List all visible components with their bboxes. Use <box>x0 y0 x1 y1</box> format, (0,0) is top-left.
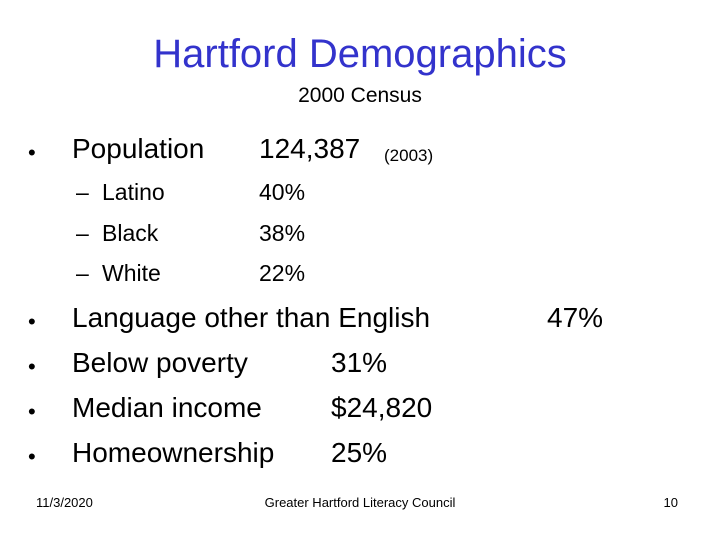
breakdown-value: 22% <box>259 260 306 286</box>
bullet-marker: • <box>28 354 36 379</box>
population-value: 124,387 <box>259 133 361 164</box>
bullet-value: $24,820 <box>331 392 433 423</box>
breakdown-label: White <box>102 260 161 286</box>
breakdown-label: Latino <box>102 179 165 205</box>
footer-page-number: 10 <box>663 495 678 510</box>
bullet-label: Median income <box>72 392 262 423</box>
bullet-value: 25% <box>331 437 388 468</box>
breakdown-dash: – <box>76 179 89 205</box>
bullet-label: Homeownership <box>72 437 275 468</box>
bullet-marker: • <box>28 309 36 334</box>
breakdown-dash: – <box>76 220 89 246</box>
slide-subtitle: 2000 Census <box>298 84 422 107</box>
breakdown-value: 38% <box>259 220 306 246</box>
bullet-value: 31% <box>331 347 388 378</box>
footer-organization: Greater Hartford Literacy Council <box>264 495 456 510</box>
breakdown-dash: – <box>76 260 89 286</box>
footer-date: 11/3/2020 <box>36 495 93 510</box>
bullet-label: Language other than English <box>72 302 431 333</box>
breakdown-value: 40% <box>259 179 306 205</box>
population-bullet: • <box>28 140 36 165</box>
population-note: (2003) <box>384 146 434 165</box>
bullet-marker: • <box>28 444 36 469</box>
breakdown-label: Black <box>102 220 159 246</box>
bullet-label: Below poverty <box>72 347 248 378</box>
bullet-value: 47% <box>547 302 604 333</box>
bullet-marker: • <box>28 399 36 424</box>
population-label: Population <box>72 133 205 164</box>
slide-title: Hartford Demographics <box>153 32 567 76</box>
